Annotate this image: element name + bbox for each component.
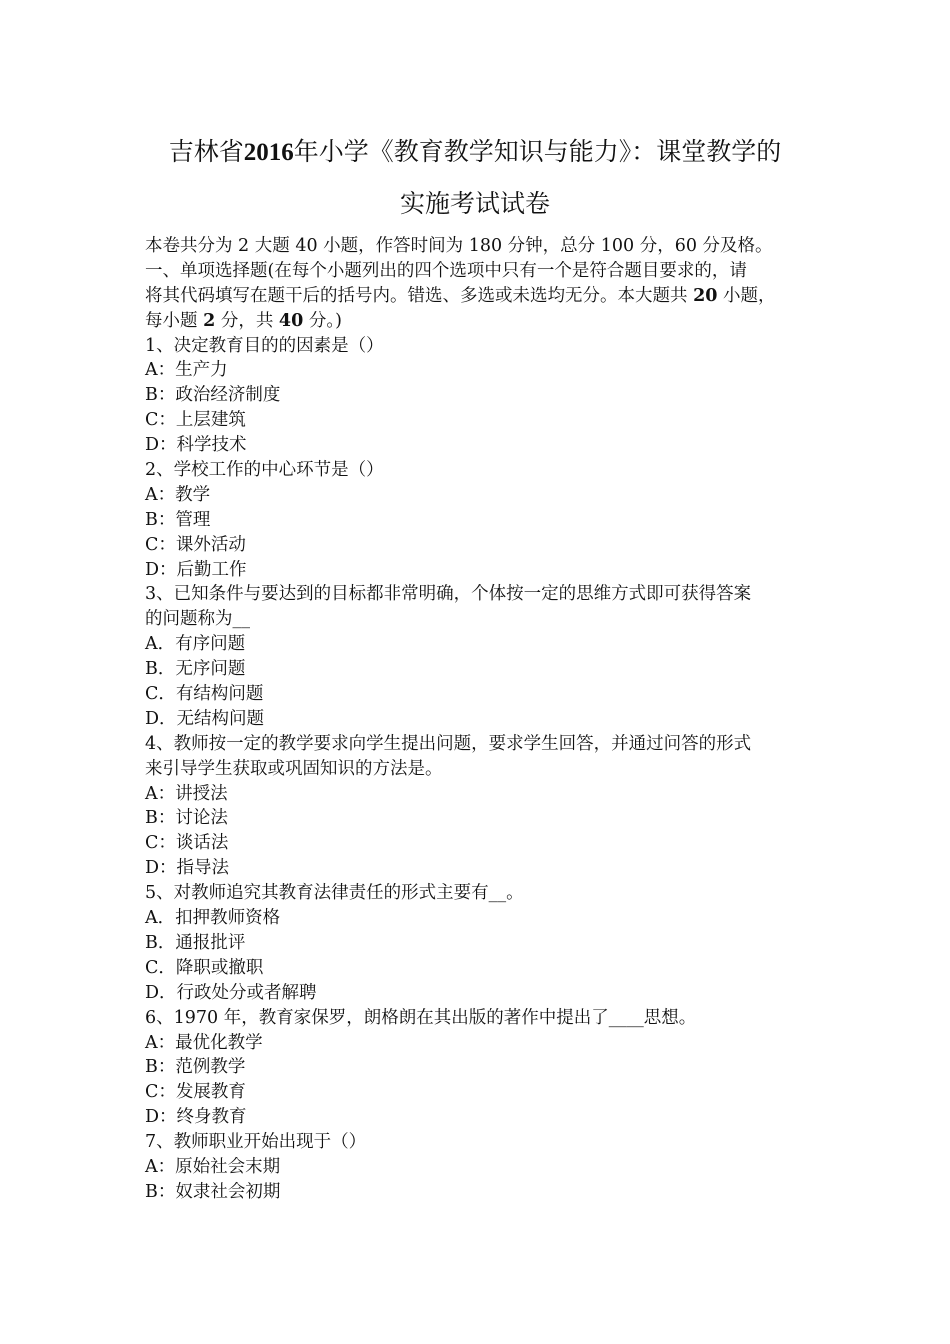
text-line (145, 1080, 815, 1105)
text-segment: A：讲授法 (145, 783, 228, 804)
text-segment: A：原始社会末期 (145, 1156, 281, 1177)
text-line (145, 259, 815, 284)
text-segment: 分，共 (215, 310, 279, 331)
text-segment: D：后勤工作 (145, 559, 247, 580)
text-segment: 来引导学生获取或巩固知识的方法是。 (145, 758, 443, 779)
text-line (145, 856, 815, 881)
text-segment: 一、单项选择题(在每个小题列出的四个选项中只有一个是符合题目要求的，请 (145, 260, 747, 281)
text-segment: C：课外活动 (145, 534, 246, 555)
text-line (145, 1180, 815, 1205)
text-segment: A：教学 (145, 484, 211, 505)
text-line (145, 1155, 815, 1180)
text-line (145, 657, 815, 682)
text-line (145, 433, 815, 458)
text-segment: 小题， (717, 285, 776, 306)
text-line (145, 682, 815, 707)
text-segment: A：最优化教学 (145, 1032, 263, 1053)
text-segment: B：政治经济制度 (145, 385, 281, 406)
text-line (145, 582, 815, 607)
text-segment: B：奴隶社会初期 (145, 1181, 281, 1202)
text-line (145, 707, 815, 732)
text-line (145, 309, 815, 334)
text-line (145, 1006, 815, 1031)
text-segment: 每小题 (145, 310, 204, 331)
text-segment: A．扣押教师资格 (145, 908, 281, 929)
text-line (145, 1105, 815, 1130)
title-line-1 (0, 137, 950, 168)
text-line (145, 234, 815, 259)
text-segment: B．无序问题 (145, 659, 246, 680)
text-segment: 的问题称为__ (145, 609, 250, 630)
text-segment: C．有结构问题 (145, 684, 264, 705)
text-segment: C：谈话法 (145, 833, 229, 854)
text-line (145, 1055, 815, 1080)
text-line (145, 1130, 815, 1155)
text-segment: D．行政处分或者解聘 (145, 982, 317, 1003)
text-line (145, 956, 815, 981)
text-segment: 4、教师按一定的教学要求向学生提出问题，要求学生回答，并通过问答的形式 (145, 733, 752, 754)
text-segment: 将其代码填写在题干后的括号内。错选、多选或未选均无分。本大题共 (145, 285, 694, 306)
text-line (145, 782, 815, 807)
text-segment: C：上层建筑 (145, 410, 246, 431)
text-segment: 分。) (303, 310, 342, 331)
text-segment: 6、1970 年，教育家保罗，朗格朗在其出版的著作中提出了____思想。 (145, 1007, 697, 1028)
text-segment: D：终身教育 (145, 1107, 247, 1128)
text-segment: B：管理 (145, 509, 211, 530)
text-line (145, 334, 815, 359)
text-segment: 5、对教师追究其教育法律责任的形式主要有__。 (145, 883, 524, 904)
text-line (145, 458, 815, 483)
title-line-2: 实施考试试卷 (399, 189, 550, 218)
text-segment: 3、已知条件与要达到的目标都非常明确，个体按一定的思维方式即可获得答案 (145, 584, 752, 605)
text-line (145, 607, 815, 632)
text-line (145, 284, 815, 309)
text-line (145, 831, 815, 856)
text-line (145, 558, 815, 583)
text-line (145, 383, 815, 408)
text-segment: B．通报批评 (145, 932, 246, 953)
text-segment: C．降职或撤职 (145, 957, 264, 978)
bold-number: 40 (278, 310, 304, 331)
text-segment: B：讨论法 (145, 808, 228, 829)
text-line (145, 483, 815, 508)
bold-number: 2 (203, 310, 216, 331)
text-segment: 本卷共分为 2 大题 40 小题，作答时间为 180 分钟，总分 100 分，60 分及格。 (145, 236, 773, 256)
text-line (145, 757, 815, 782)
text-line (145, 1031, 815, 1056)
bold-number: 20 (693, 285, 718, 306)
text-line (145, 408, 815, 433)
title-suffix: 年小学《教育教学知识与能力》：课堂教学的 (293, 137, 782, 166)
text-segment: C：发展教育 (145, 1082, 246, 1103)
text-segment: 7、教师职业开始出现于（） (145, 1132, 367, 1153)
text-line (145, 508, 815, 533)
text-segment: 2、学校工作的中心环节是（） (145, 460, 384, 481)
text-segment: 1、决定教育目的的因素是（） (145, 335, 384, 356)
text-line (145, 632, 815, 657)
text-line (145, 533, 815, 558)
text-line (145, 732, 815, 757)
text-segment: B：范例教学 (145, 1057, 246, 1078)
text-segment: D：指导法 (145, 858, 230, 879)
text-segment: D．无结构问题 (145, 708, 265, 729)
text-line (145, 358, 815, 383)
document-body (145, 234, 815, 1205)
text-line (145, 931, 815, 956)
text-segment: A．有序问题 (145, 634, 246, 655)
text-line (145, 906, 815, 931)
text-segment: A：生产力 (145, 360, 228, 381)
text-line (145, 806, 815, 831)
text-line (145, 881, 815, 906)
text-segment: D：科学技术 (145, 435, 247, 456)
text-line (145, 981, 815, 1006)
title-prefix: 吉林省 (168, 137, 244, 166)
title-year: 2016 (243, 139, 294, 166)
